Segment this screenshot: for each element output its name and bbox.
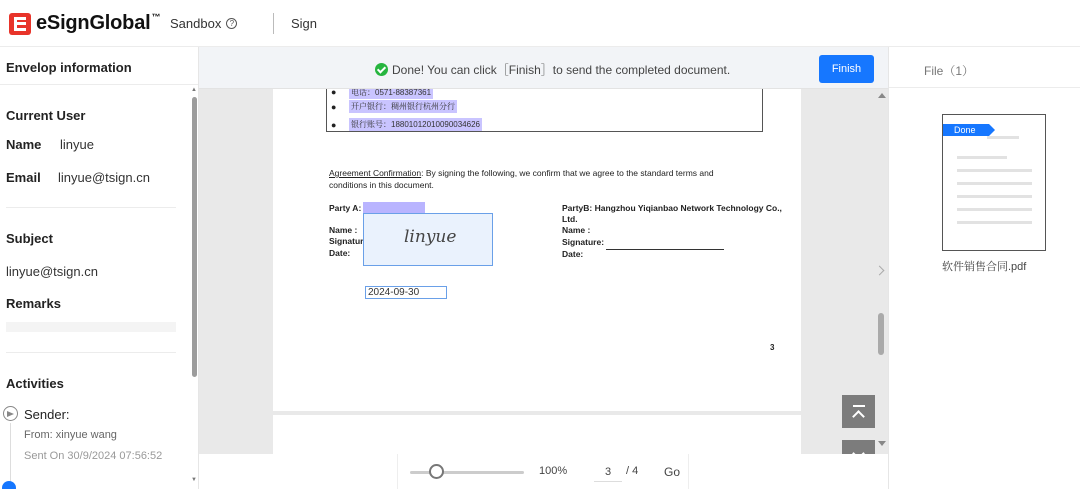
party-b-signature-label: Signature: [562,237,605,247]
to-bottom-icon [852,447,865,454]
help-icon[interactable]: ? [226,18,237,29]
party-b-label: PartyB: Hangzhou Yiqianbao Network Technology Co., Ltd. [562,203,782,224]
panel-title: Envelop information [0,47,198,85]
signature-line [606,249,724,250]
completion-banner [199,47,888,89]
send-icon [3,406,18,421]
bank-info-box: ● 电话：0571-88387361 ● 开户银行：稠州银行杭州分行 ● 银行账号：18801012010090034626 [326,89,763,132]
activity-sent-time: Sent On 30/9/2024 07:56:52 [24,450,163,462]
chevron-right-icon[interactable] [876,239,888,309]
top-header [0,0,1080,47]
file-name[interactable]: 软件销售合同.pdf [942,261,1027,273]
scroll-up-icon[interactable] [878,93,886,98]
page-number-input[interactable] [594,462,622,482]
document-page [273,89,801,411]
party-a-label: Party A: [329,203,362,213]
header-divider [273,13,274,34]
scrollbar-thumb[interactable] [192,97,197,377]
divider [6,207,176,208]
to-top-icon [853,405,865,407]
check-circle-icon [375,63,388,76]
name-label: Name [6,137,42,152]
done-badge: Done [943,124,989,136]
document-viewer[interactable] [199,89,888,454]
current-user-heading: Current User [6,108,86,123]
zoom-slider-handle[interactable] [429,464,444,479]
party-a-field [363,202,425,213]
remarks-field [6,322,176,332]
email-label: Email [6,170,41,185]
logo-text: eSignGlobal™ [36,12,161,34]
activities-heading: Activities [6,376,64,391]
activity-sender-label: Sender: [24,407,70,422]
scroll-down-icon[interactable]: ▼ [191,477,197,483]
email-value: linyue@tsign.cn [58,170,150,185]
subject-heading: Subject [6,231,53,246]
divider [6,352,176,353]
name-label: Name : [329,225,358,235]
scrollbar-thumb[interactable] [878,313,884,355]
date-label: Date: [329,248,351,258]
envelope-info-panel [0,47,199,489]
scroll-up-icon[interactable]: ▲ [191,87,197,93]
scroll-to-bottom-button[interactable] [842,440,875,454]
highlighted-text: 银行账号：18801012010090034626 [351,120,480,129]
timeline-line [10,423,11,483]
zoom-slider[interactable] [410,471,524,474]
viewer-toolbar [199,454,888,489]
date-field[interactable]: 2024-09-30 [365,286,447,299]
scroll-down-icon[interactable] [878,441,886,446]
agreement-confirmation: Agreement Confirmation: By signing the following, we confirm that we agree to the standard terms and conditions in this document. [329,168,714,190]
page-number: 3 [770,343,775,352]
name-value: linyue [60,137,94,152]
left-scrollbar[interactable] [191,87,197,487]
go-button[interactable]: Go [664,465,681,479]
scroll-to-top-button[interactable] [842,395,875,428]
party-b-date-label: Date: [562,249,584,259]
file-panel [888,47,1080,489]
signature-label: Signatur [329,236,364,246]
banner-message: Done! You can click［Finish］to send the completed document. [375,61,730,78]
activity-from: From: xinyue wang [24,429,117,441]
logo-mark-icon [9,13,31,35]
party-b-name-label: Name : [562,225,591,235]
finish-button[interactable]: Finish [819,55,874,83]
sandbox-env-label: Sandbox ? [170,16,237,31]
file-thumbnail[interactable] [942,114,1046,251]
subject-value: linyue@tsign.cn [6,264,98,279]
file-panel-title: File（1） [924,64,975,78]
highlighted-text: 电话：0571-88387361 [349,89,433,99]
page-total: / 4 [626,465,639,477]
timeline-dot-icon [2,481,16,489]
esignglobal-logo[interactable] [9,12,160,35]
next-page [273,415,801,454]
zoom-value: 100% [539,465,568,477]
remarks-heading: Remarks [6,296,61,311]
sign-nav-link[interactable]: Sign [291,16,318,31]
highlighted-text: 开户银行：稠州银行杭州分行 [351,102,455,111]
signature-text: linyue [404,227,457,247]
signature-field[interactable] [363,213,493,266]
